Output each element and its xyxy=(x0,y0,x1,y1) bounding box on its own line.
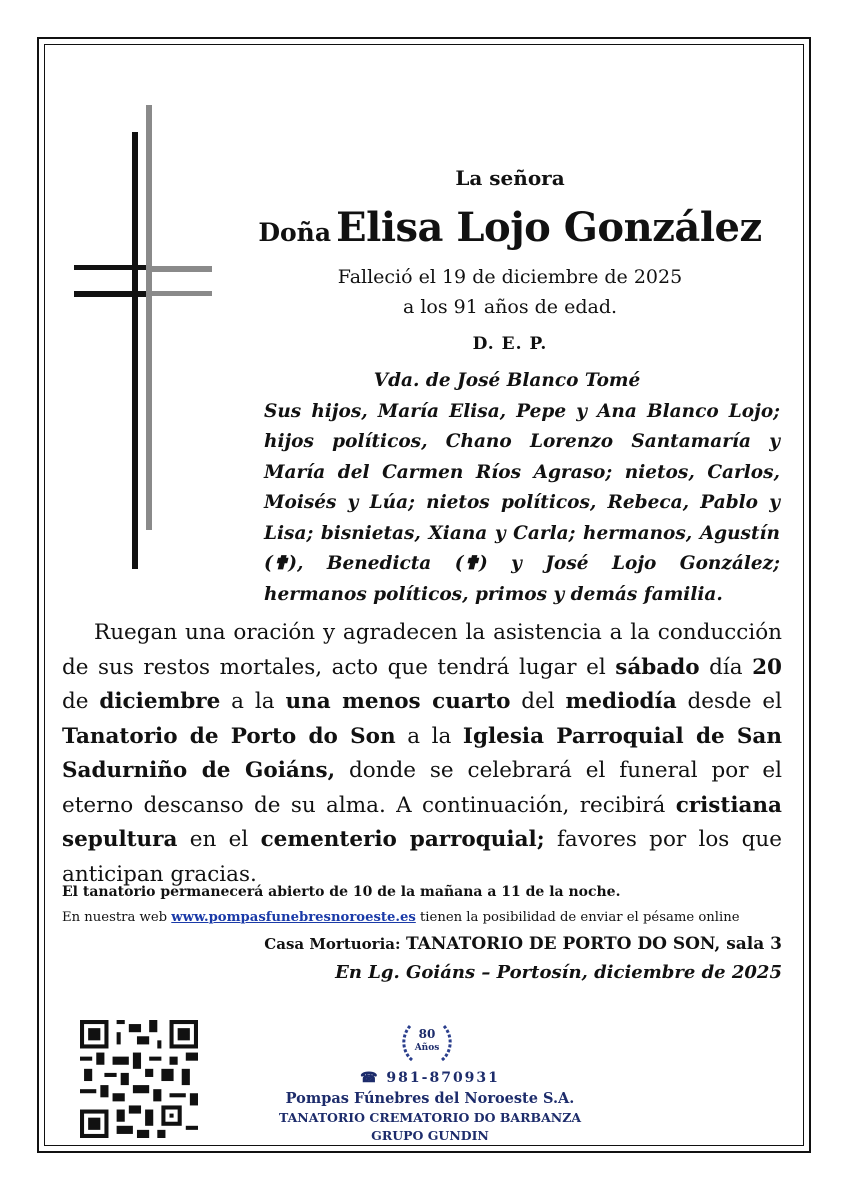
funeral-home-value: TANATORIO DE PORTO DO SON, sala 3 xyxy=(405,934,782,954)
family-members: Sus hijos, María Elisa, Pepe y Ana Blanco Lojo; hijos políticos, Chano Lorenzo Santamaría y María del Carmen Ríos Agraso; nietos, Carlos, Moisés y Lúa; nietos políticos, Rebeca, Pablo y Lisa; bisnietas, Xiana y Carla; hermanos, Agustín (✟), Benedicta (✟) y José Lojo González; hermanos políticos, primos y demás familia. xyxy=(264,400,781,605)
place-date: En Lg. Goiáns – Portosín, diciembre de 2025 xyxy=(335,962,782,983)
funeral-home-label: Casa Mortuoria: xyxy=(264,935,401,953)
funeral-home xyxy=(264,934,782,954)
deceased-name xyxy=(230,204,790,251)
phone-line xyxy=(230,1070,630,1086)
anniversary-badge-icon xyxy=(398,1016,456,1066)
dep-label: D. E. P. xyxy=(472,334,548,354)
phone-number[interactable]: 981-870931 xyxy=(386,1070,500,1086)
name-main: Elisa Lojo González xyxy=(336,204,762,251)
badge-number: 80 xyxy=(418,1027,436,1041)
death-date: Falleció el 19 de diciembre de 2025 xyxy=(337,266,683,288)
deceased-cross-icon: ✟ xyxy=(272,553,289,574)
company-name: Pompas Fúnebres del Noroeste S.A. xyxy=(285,1090,575,1107)
deceased-cross-icon: ✟ xyxy=(463,553,479,574)
opening-hours: El tanatorio permanecerá abierto de 10 de la mañana a 11 de la noche. xyxy=(62,884,621,900)
badge-word: Años xyxy=(414,1043,440,1053)
family-list xyxy=(234,366,780,610)
announcement: Ruegan una oración y agradecen la asistencia a la conducción de sus restos mortales, acto que tendrá lugar el sábado día 20 de diciembre a la una menos cuarto del mediodía desde el Tanatorio de Porto do Son a la Iglesia Parroquial de San Sadurniño de Goiáns, donde se celebrará el funeral por el eterno descanso de su alma. A continuación, recibirá cristiana sepultura en el cementerio parroquial; favores por los que anticipan gracias. xyxy=(62,620,783,887)
group-name: GRUPO GUNDIN xyxy=(371,1128,489,1143)
name-prefix: Doña xyxy=(258,218,332,247)
qr-code-icon[interactable] xyxy=(80,1020,198,1138)
phone-icon: ☎ xyxy=(360,1070,380,1086)
intro-label: La señora xyxy=(455,166,565,190)
crematorio-name: TANATORIO CREMATORIO DO BARBANZA xyxy=(278,1110,582,1125)
cross-icon xyxy=(70,100,220,575)
age: a los 91 años de edad. xyxy=(402,296,618,318)
website-link[interactable]: www.pompasfunebresnoroeste.es xyxy=(171,910,416,925)
widow-of: Vda. de José Blanco Tomé xyxy=(373,370,641,391)
web-condolence-line: En nuestra web www.pompasfunebresnoroeste.es tienen la posibilidad de enviar el pésame online xyxy=(62,910,740,925)
death-info xyxy=(230,262,790,322)
